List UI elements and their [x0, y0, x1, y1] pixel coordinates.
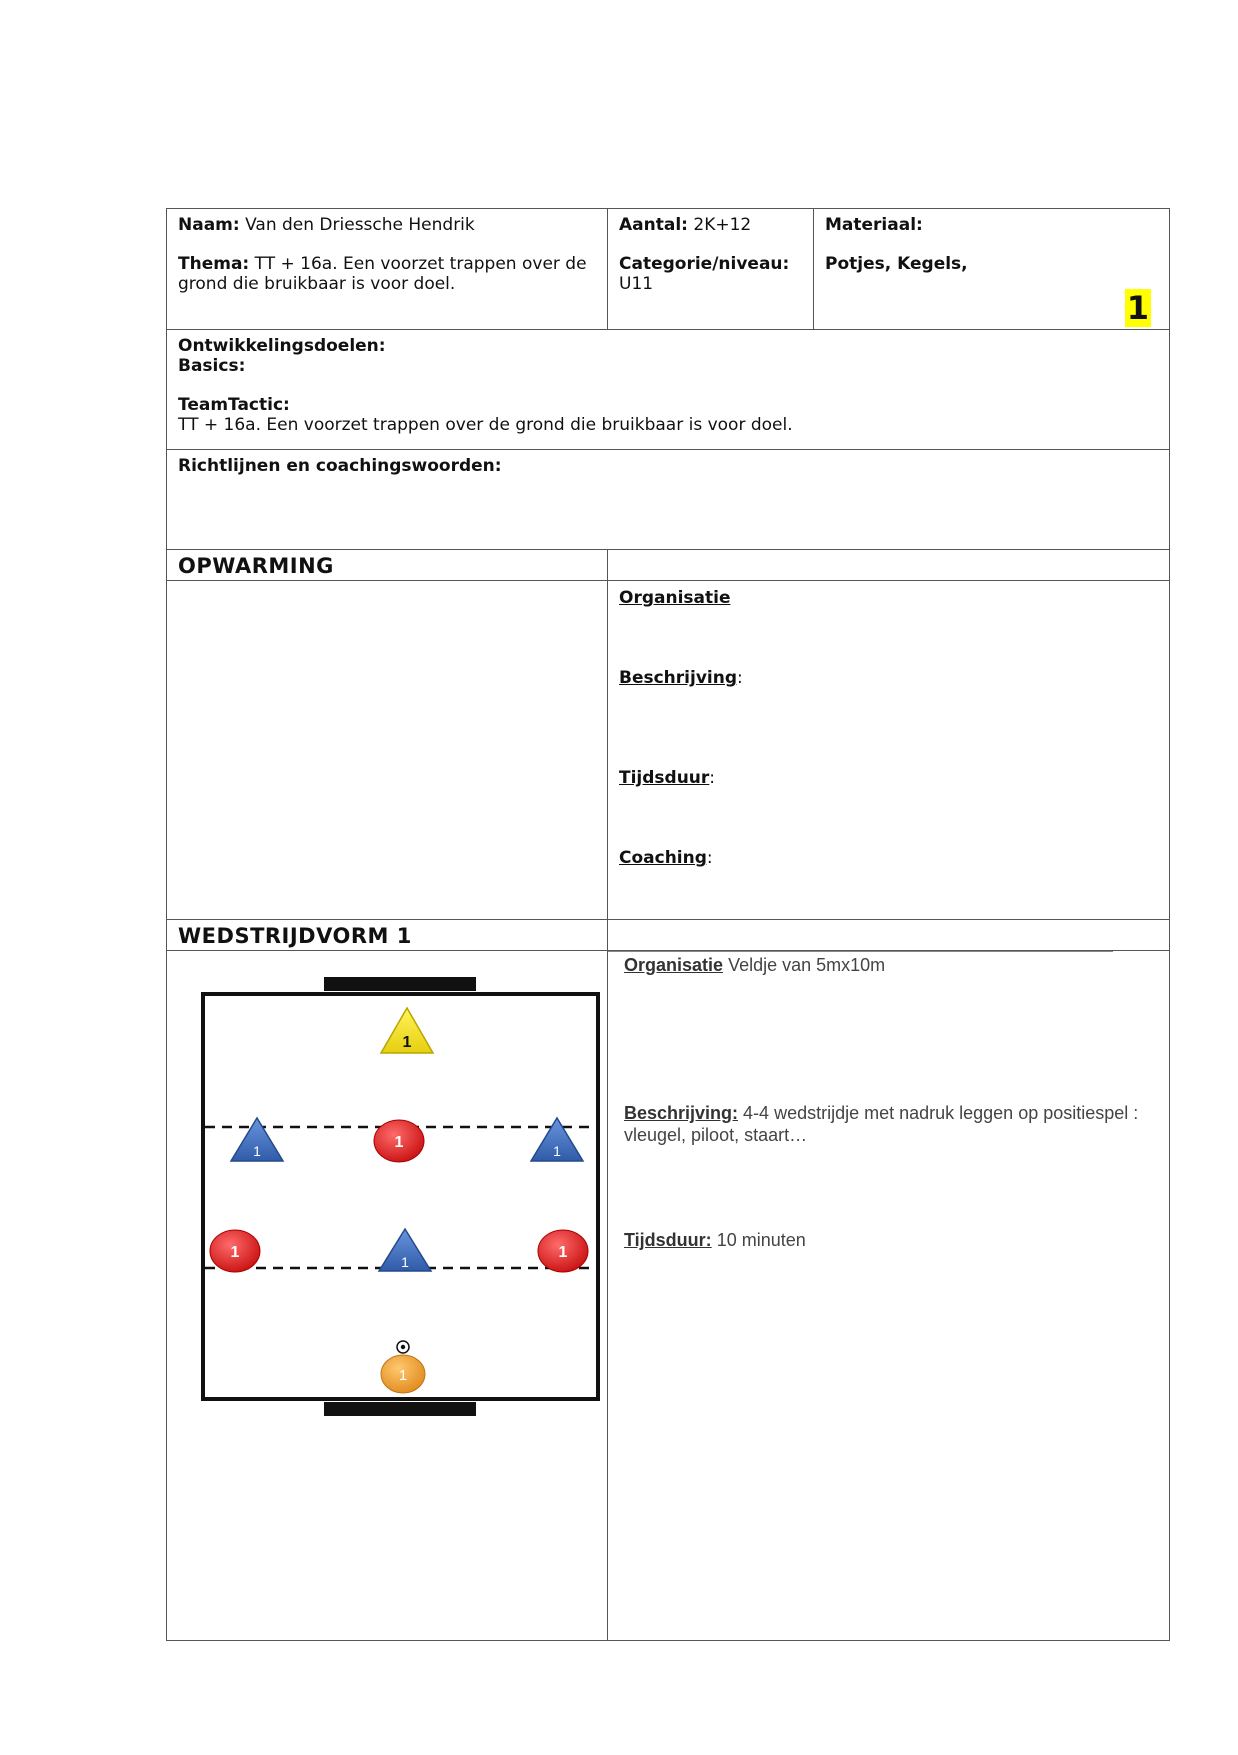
- orange-circle-icon: [381, 1355, 425, 1393]
- match1-beschrijving-value: 4-4 wedstrijdje met nadruk leggen op positiespel : vleugel, piloot, staart…: [624, 1103, 1139, 1145]
- player-marker-label: 1: [401, 1254, 409, 1270]
- warmup-tijdsduur-colon: :: [709, 768, 716, 788]
- guidelines-title: Richtlijnen en coachingswoorden:: [178, 456, 502, 476]
- warmup-title-right-cell: [608, 550, 1170, 581]
- basics-label: Basics:: [178, 356, 246, 376]
- match1-tijdsduur-value: 10 minuten: [716, 1230, 806, 1250]
- teamtactic-label: TeamTactic:: [178, 395, 290, 415]
- red-circle-icon: [210, 1230, 260, 1272]
- thema-value: TT + 16a. Een voorzet trappen over de grond die bruikbaar is voor doel.: [178, 254, 587, 294]
- warmup-tijdsduur-label: Tijdsduur: [619, 768, 710, 788]
- thema-label: Thema:: [178, 254, 250, 274]
- warmup-title-cell: [167, 550, 608, 581]
- categorie-value: U11: [619, 274, 654, 294]
- categorie-label: Categorie/niveau:: [619, 254, 790, 274]
- red-circle-icon: [538, 1230, 588, 1272]
- aantal-label: Aantal:: [619, 215, 688, 235]
- warmup-diagram-cell: [167, 581, 608, 920]
- guidelines-cell: [167, 450, 1170, 550]
- player-marker-label: 1: [394, 1134, 404, 1151]
- match1-title: WEDSTRIJDVORM 1: [178, 924, 412, 948]
- warmup-details-cell: [608, 581, 1170, 920]
- match1-details-cell: [608, 951, 1170, 1641]
- player-marker-label: 1: [253, 1143, 261, 1159]
- warmup-title: OPWARMING: [178, 554, 334, 578]
- field-outline: [203, 994, 598, 1399]
- player-marker-label: 1: [398, 1367, 408, 1384]
- aantal-categorie-cell: [608, 209, 814, 330]
- materiaal-cell: [814, 209, 1170, 330]
- bottom-goal: [324, 1402, 476, 1416]
- red-circle-icon: [374, 1120, 424, 1162]
- match1-title-cell: [167, 920, 608, 951]
- soccer-ball-icon: [397, 1341, 409, 1353]
- player-marker-label: 1: [558, 1244, 568, 1261]
- match1-beschrijving-label: Beschrijving:: [624, 1103, 739, 1123]
- naam-value: Van den Driessche Hendrik: [245, 215, 475, 235]
- naam-thema-cell: [167, 209, 608, 330]
- player-marker-label: 1: [553, 1143, 561, 1159]
- match1-title-right-cell: [608, 920, 1170, 951]
- training-sheet: [166, 208, 1169, 1641]
- warmup-coaching-colon: :: [706, 848, 713, 868]
- training-form-table: [166, 208, 1170, 1641]
- player-marker-label: 1: [402, 1034, 412, 1051]
- warmup-beschrijving-label: Beschrijving: [619, 668, 738, 688]
- match1-tijdsduur-label: Tijdsduur:: [624, 1230, 712, 1250]
- aantal-value: 2K+12: [693, 215, 752, 235]
- materiaal-label: Materiaal:: [825, 215, 923, 235]
- match1-diagram-cell: [167, 951, 608, 1641]
- warmup-beschrijving-colon: :: [737, 668, 743, 688]
- warmup-coaching-label: Coaching: [619, 848, 707, 868]
- top-goal: [324, 977, 476, 991]
- materiaal-value: Potjes, Kegels,: [825, 254, 968, 274]
- development-goals-cell: [167, 330, 1170, 450]
- match1-organisatie-value: Veldje van 5mx10m: [728, 955, 886, 975]
- player-marker-label: 1: [230, 1244, 240, 1261]
- pitch-diagram: [167, 951, 607, 1639]
- match1-organisatie-label: Organisatie: [624, 955, 724, 975]
- warmup-organisatie-label: Organisatie: [619, 588, 731, 608]
- naam-label: Naam:: [178, 215, 240, 235]
- goals-title: Ontwikkelingsdoelen:: [178, 336, 386, 356]
- page-number: 1: [1126, 289, 1149, 327]
- teamtactic-value: TT + 16a. Een voorzet trappen over de grond die bruikbaar is voor doel.: [178, 415, 793, 435]
